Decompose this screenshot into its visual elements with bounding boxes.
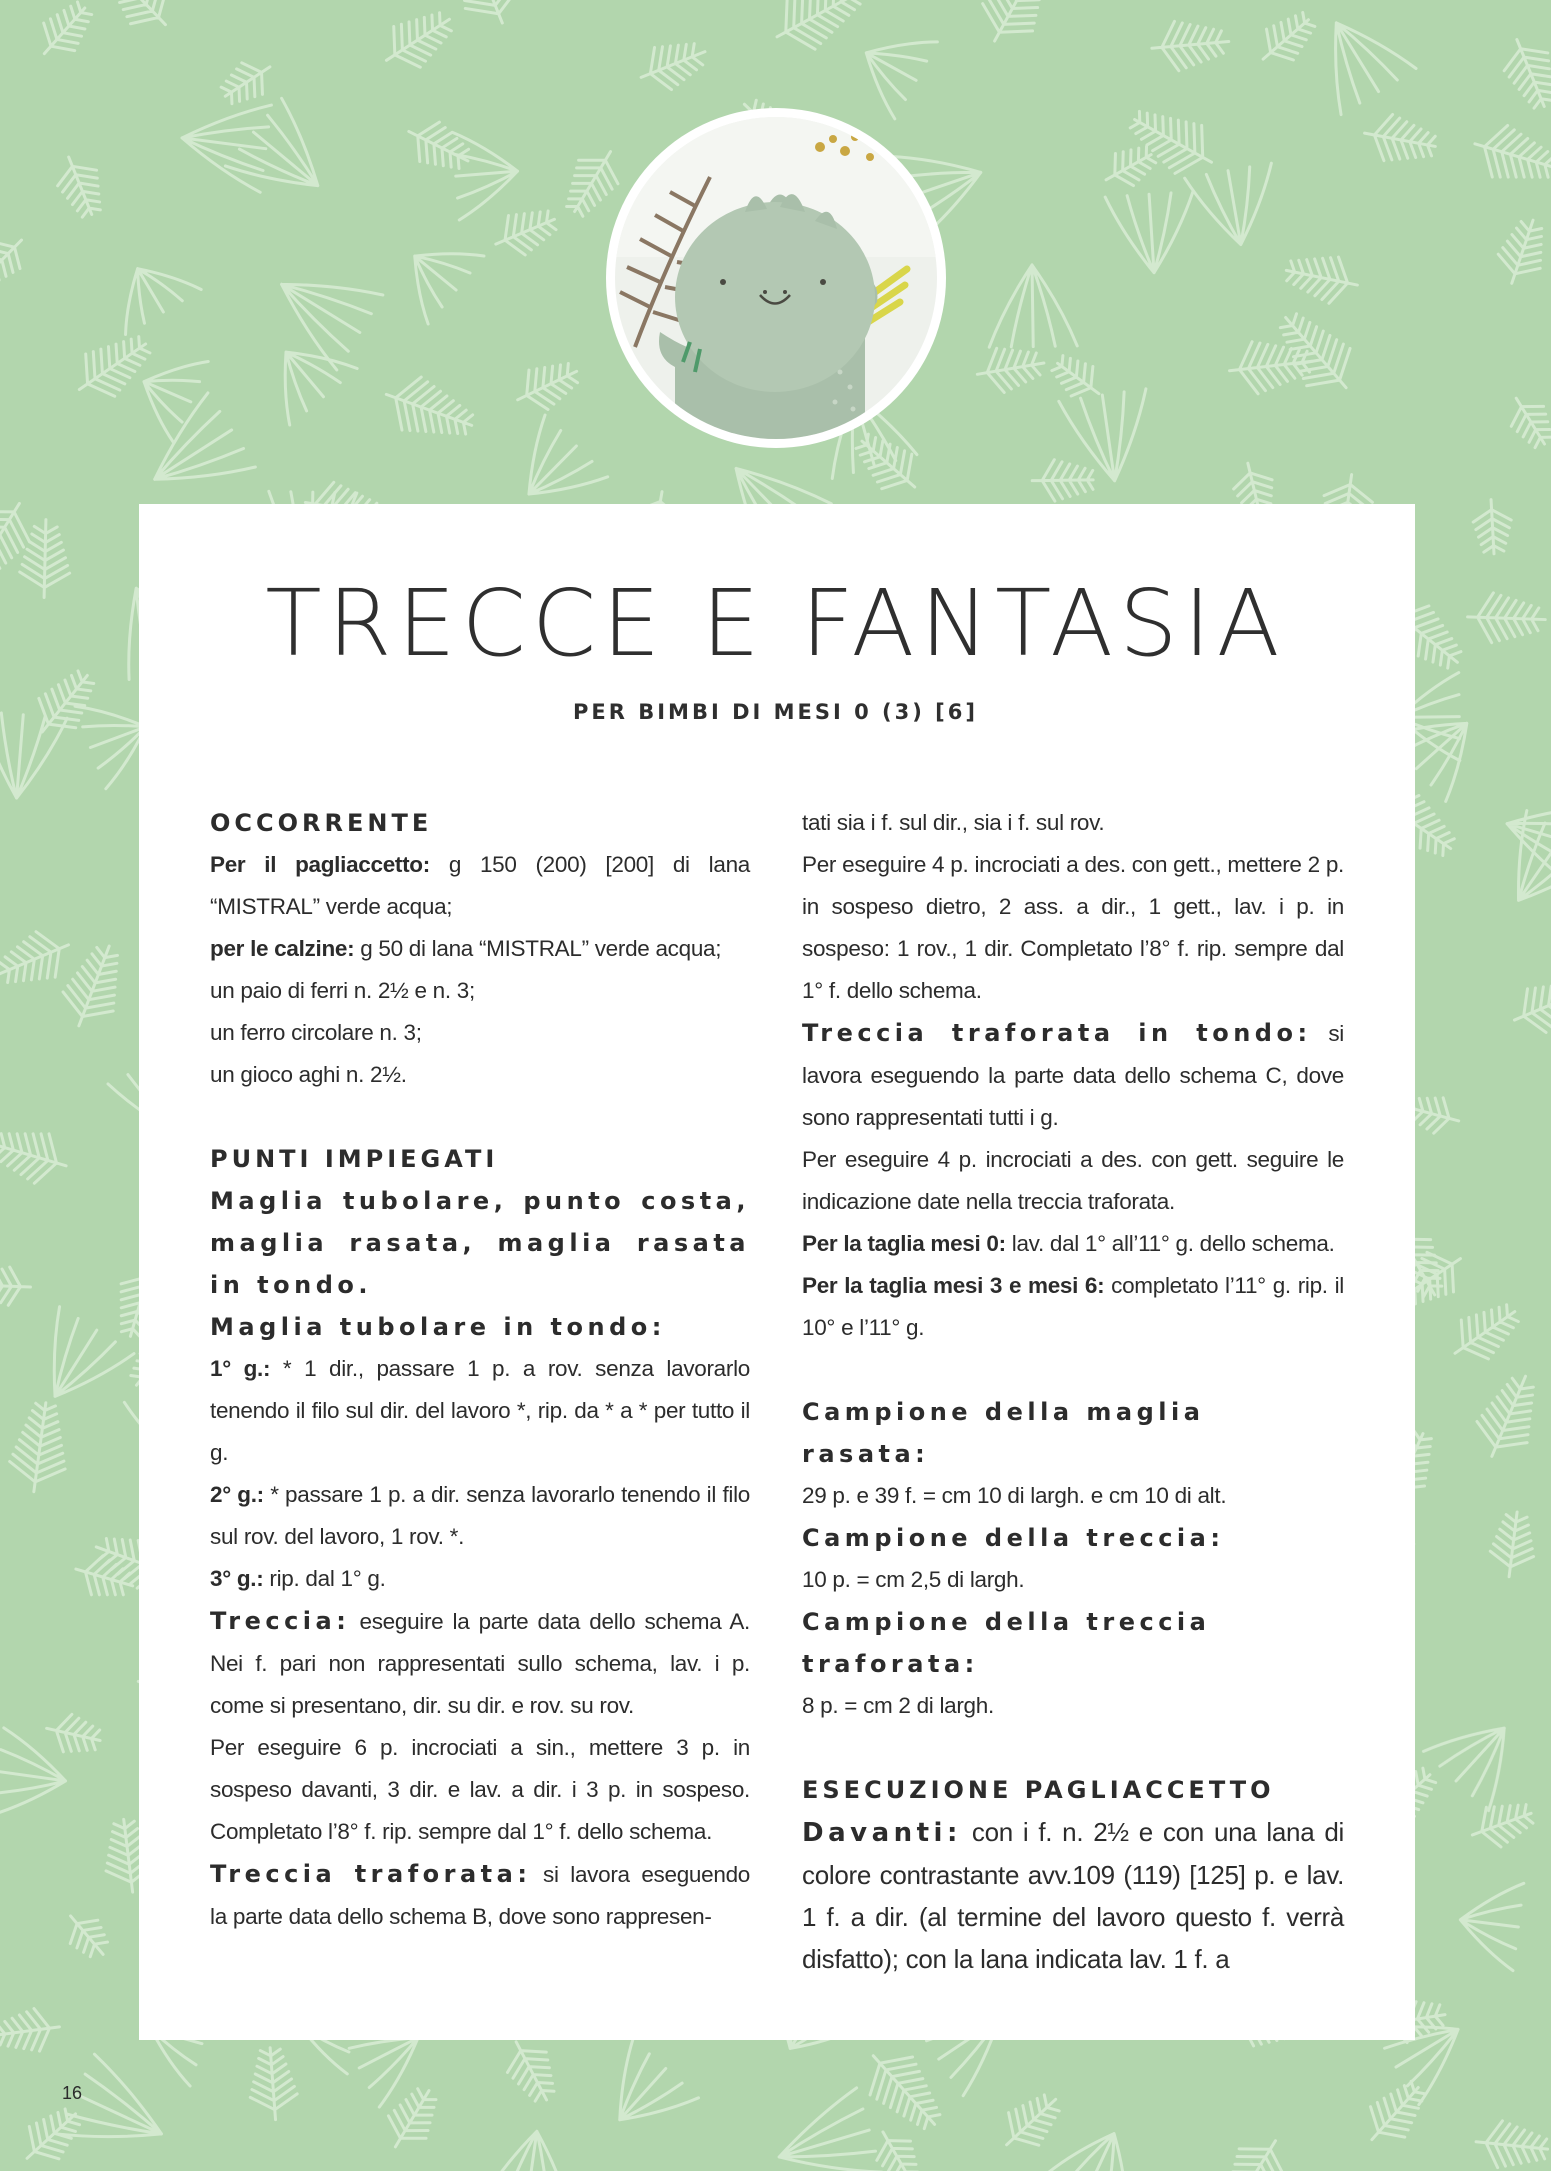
occorrente-calzine: per le calzine: g 50 di lana “MISTRAL” verde acqua; xyxy=(210,936,722,961)
page-subtitle: PER BIMBI DI MESI 0 (3) [6] xyxy=(573,700,978,724)
occorrente-line: un gioco aghi n. 2½. xyxy=(210,1062,407,1087)
treccia-traforata-paragraph: Treccia traforata: si lavora eseguendo la parte data dello schema B, dove sono rappresen- xyxy=(210,1860,750,1929)
traforata-continued: tati sia i f. sul dir., sia i f. sul rov. xyxy=(802,810,1105,835)
punti-list: Maglia tubolare, punto costa, maglia rasata, maglia rasata in tondo. xyxy=(210,1187,750,1299)
giro-2: 2° g.: * passare 1 p. a dir. senza lavorarlo tenendo il filo sul rov. del lavoro, 1 rov. *. xyxy=(210,1482,751,1549)
right-column xyxy=(802,802,1344,1980)
occorrente-heading: OCCORRENTE xyxy=(210,809,433,837)
treccia-paragraph-2: Per eseguire 6 p. incrociati a sin., mettere 3 p. in sospeso davanti, 3 dir. e lav. a dir. i 3 p. in sospeso. Completato l’8° f. rip. sempre dal 1° f. dello schema. xyxy=(210,1735,750,1844)
giro-1: 1° g.: * 1 dir., passare 1 p. a rov. senza lavorarlo tenendo il filo sul dir. del lavoro *, rip. da * a * per tutto il g. xyxy=(210,1356,750,1465)
campione-treccia-heading: Campione della treccia: xyxy=(802,1524,1225,1552)
occorrente-line: un paio di ferri n. 2½ e n. 3; xyxy=(210,978,475,1003)
left-column xyxy=(210,802,750,1938)
photo-frame xyxy=(606,108,946,448)
campione-traforata-text: 8 p. = cm 2 di largh. xyxy=(802,1693,994,1718)
giro-3: 3° g.: rip. dal 1° g. xyxy=(210,1566,386,1591)
taglia-3-6-paragraph: Per la taglia mesi 3 e mesi 6: completato l’11° g. rip. il 10° e l’11° g. xyxy=(802,1273,1344,1340)
dinosaur-toy-photo xyxy=(615,117,937,439)
taglia-0-paragraph: Per la taglia mesi 0: lav. dal 1° all’11° g. dello schema. xyxy=(802,1231,1335,1256)
campione-treccia-text: 10 p. = cm 2,5 di largh. xyxy=(802,1567,1025,1592)
campione-rasata-text: 29 p. e 39 f. = cm 10 di largh. e cm 10 di alt. xyxy=(802,1483,1227,1508)
campione-rasata-heading: Campione della maglia rasata: xyxy=(802,1398,1205,1468)
esecuzione-heading: ESECUZIONE PAGLIACCETTO xyxy=(802,1776,1275,1804)
treccia-traforata-tondo-paragraph: Treccia traforata in tondo: si lavora eseguendo la parte data dello schema C, dove sono rappresentati tutti i g. xyxy=(802,1019,1344,1130)
occorrente-pagliaccetto: Per il pagliaccetto: g 150 (200) [200] di lana “MISTRAL” verde acqua; xyxy=(210,852,750,919)
page-number: 16 xyxy=(62,2083,83,2103)
davanti-paragraph: Davanti: con i f. n. 2½ e con una lana di colore contrastante avv.109 (119) [125] p. e lav. 1 f. a dir. (al termine del lavoro questo f. verrà disfatto); con la lana indicata lav. 1 f. a xyxy=(802,1817,1344,1974)
page-title: TRECCE E FANTASIA xyxy=(265,570,1286,677)
treccia-paragraph: Treccia: eseguire la parte data dello schema A. Nei f. pari non rappresentati sullo schema, lav. i p. come si presentano, dir. su dir. e rov. su rov. xyxy=(210,1607,750,1718)
traforata-paragraph-2: Per eseguire 4 p. incrociati a des. con gett., mettere 2 p. in sospeso dietro, 2 ass. a dir., 1 gett., lav. i p. in sospeso: 1 rov., 1 dir. Completato l’8° f. rip. sempre dal 1° f. dello schema. xyxy=(802,852,1344,1003)
campione-traforata-heading: Campione della treccia traforata: xyxy=(802,1608,1211,1678)
occorrente-line: un ferro circolare n. 3; xyxy=(210,1020,422,1045)
punti-heading: PUNTI IMPIEGATI xyxy=(210,1145,499,1173)
treccia-traforata-tondo-paragraph-2: Per eseguire 4 p. incrociati a des. con gett. seguire le indicazione date nella treccia traforata. xyxy=(802,1147,1344,1214)
tubolare-heading: Maglia tubolare in tondo: xyxy=(210,1313,666,1341)
